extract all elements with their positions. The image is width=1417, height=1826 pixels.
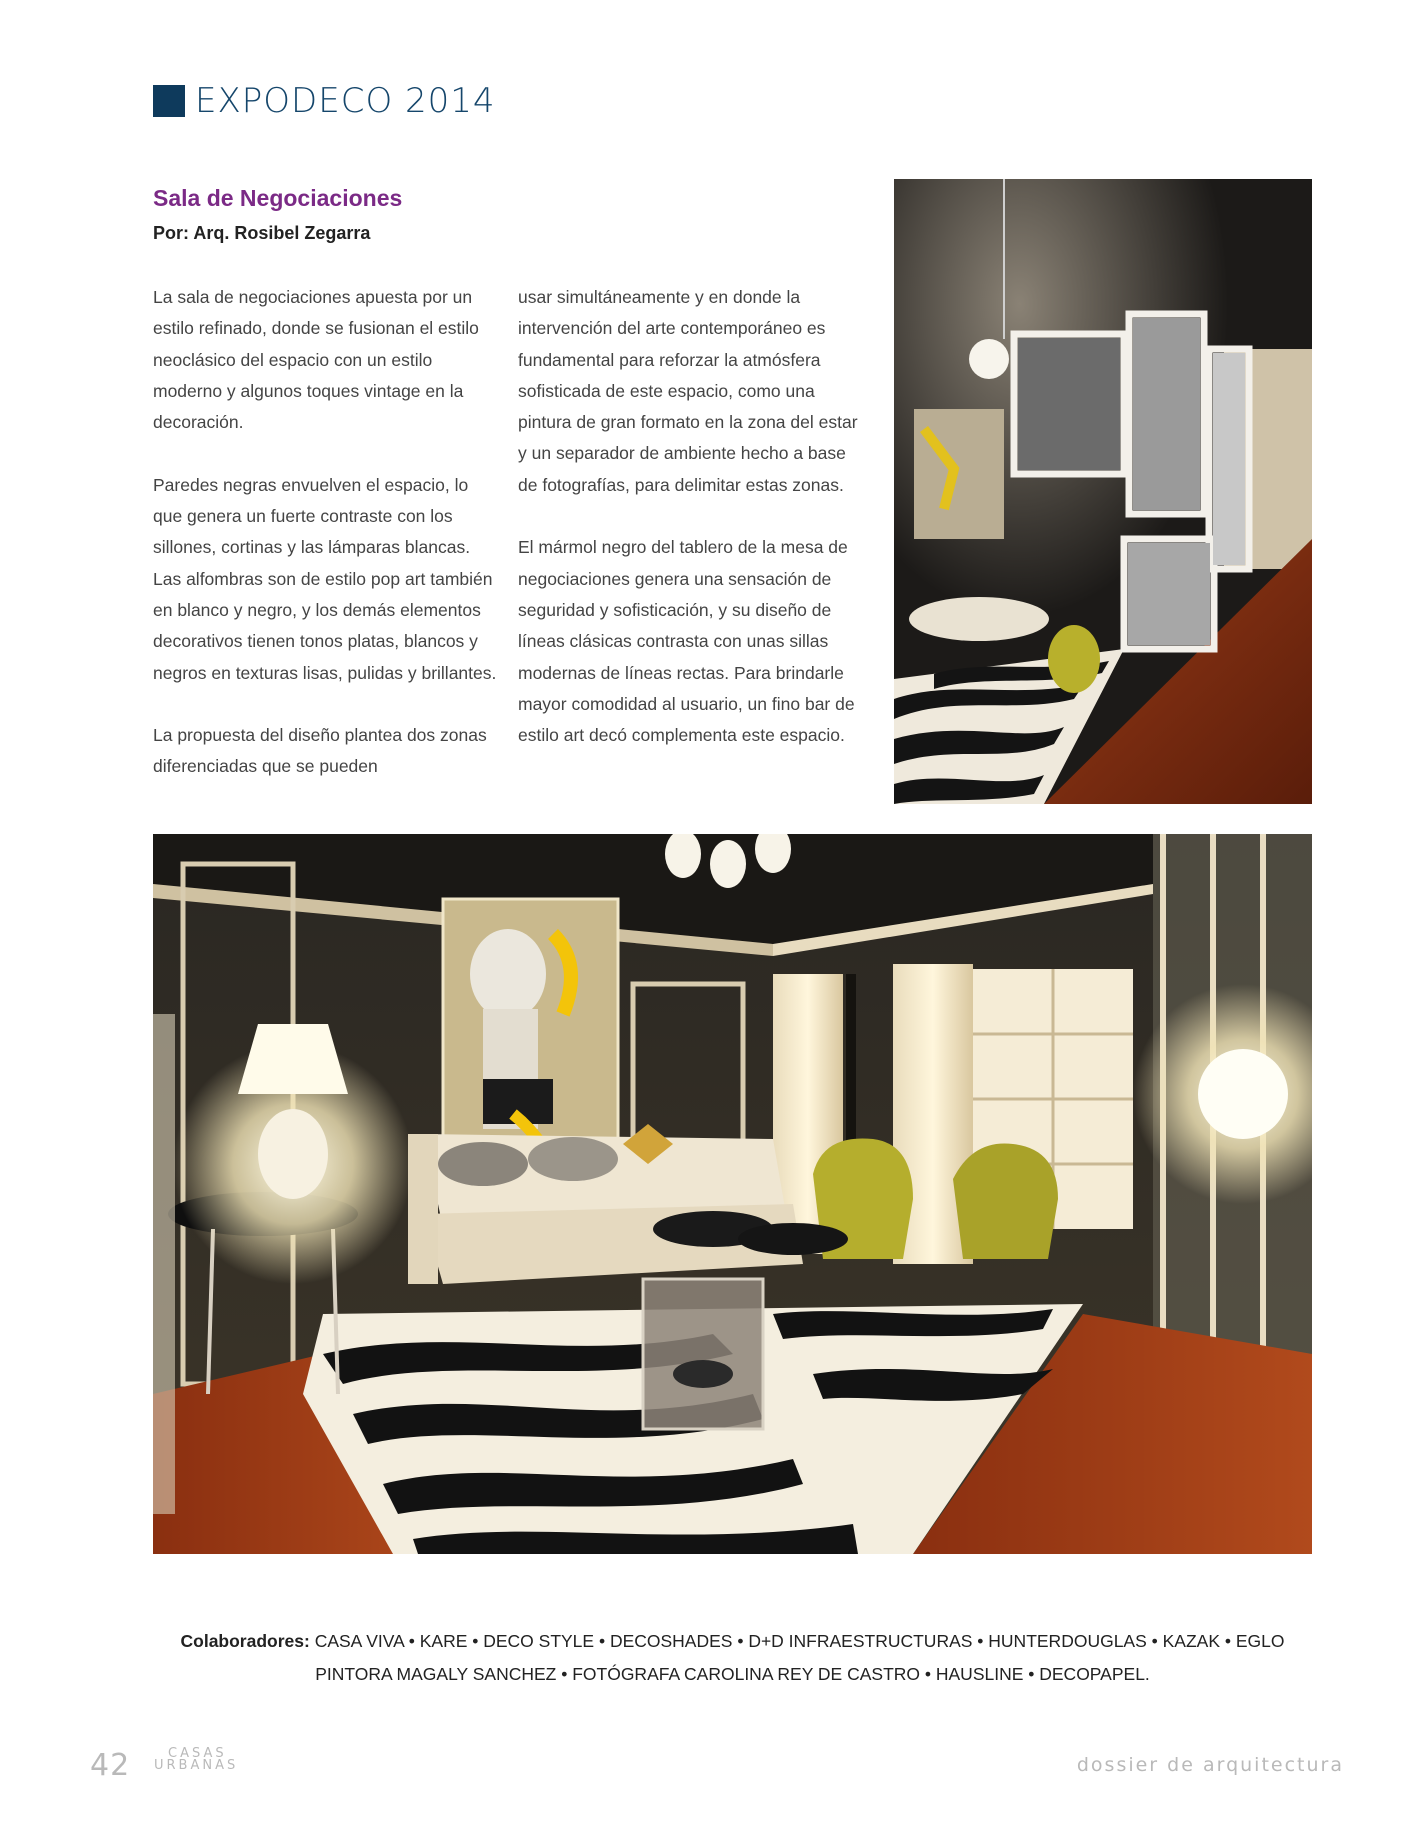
logo-line-urbanas: URBANAS [154,1758,239,1773]
footer-tagline: dossier de arquitectura [1076,1754,1344,1776]
credits [153,1625,1312,1691]
paragraph: Paredes negras envuelven el espacio, lo que genera un fuerte contraste con los sillones, cortinas y las lámparas blancas. Las alfombras son de estilo pop art también en blanco y negro, y los demás elementos decorativos tienen tonos platas, blancos y negros en texturas lisas, pulidas y brillantes. [153,474,497,683]
section-title: EXPODECO 2014 [195,81,496,121]
section-header [153,83,496,119]
credits-line-2: PINTORA MAGALY SANCHEZ • FOTÓGRAFA CAROLINA REY DE CASTRO • HAUSLINE • DECOPAPEL. [315,1664,1150,1684]
magazine-logo [154,1748,238,1772]
article-title: Sala de Negociaciones [153,185,403,211]
logo-line-casas: CASAS [168,1746,227,1761]
page-number: 42 [90,1748,131,1783]
photo-hallway-partition [894,179,1312,804]
article-author: Por: Arq. Rosibel Zegarra [153,223,371,243]
section-marker-square [153,85,185,117]
paragraph: La sala de negociaciones apuesta por un estilo refinado, donde se fusionan el estilo neoclásico del espacio con un estilo moderno y algunos toques vintage en la decoración. [153,287,479,433]
photo-hallway-illustration [894,179,1312,804]
photo-lounge-illustration [153,834,1312,1554]
photo-lounge-area [153,834,1312,1554]
paragraph: usar simultáneamente y en donde la intervención del arte contemporáneo es fundamental para reforzar la atmósfera sofisticada de este espacio, como una pintura de gran formato en la zona del estar y un separador de ambiente hecho a base de fotografías, para delimitar estas zonas. [518,287,858,495]
text-column-left [153,282,498,814]
credits-list-1: CASA VIVA • KARE • DECO STYLE • DECOSHADES • D+D INFRAESTRUCTURAS • HUNTERDOUGLAS • KAZAK • EGLO [314,1631,1285,1651]
text-column-right [518,282,863,783]
paragraph: La propuesta del diseño plantea dos zonas diferenciadas que se pueden [153,725,487,777]
credits-label: Colaboradores: [180,1631,310,1651]
paragraph: El mármol negro del tablero de la mesa de negociaciones genera una sensación de seguridad y sofisticación, y su diseño de líneas clásicas contrasta con unas sillas modernas de líneas rectas. Para brindarle mayor comodidad al usuario, un fino bar de estilo art decó complementa este espacio. [518,537,855,746]
credits-line-1 [153,1625,1312,1658]
